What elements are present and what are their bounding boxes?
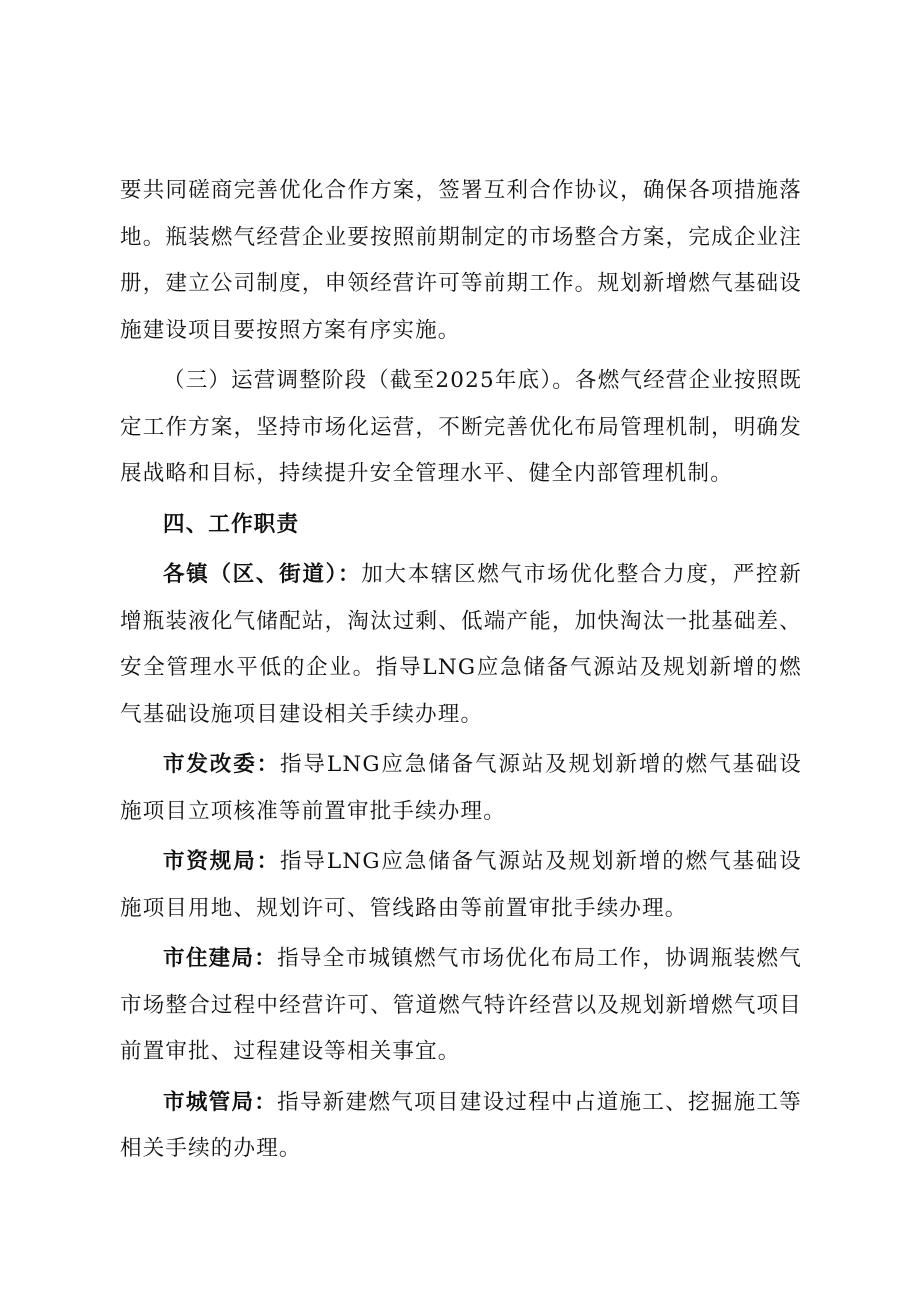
duty-text-development-commission: 指导LNG应急储备气源站及规划新增的燃气基础设施项目立项核准等前置审批手续办理。 — [120, 752, 802, 824]
paragraph-operation-stage: （三）运营调整阶段（截至2025年底）。各燃气经营企业按照既定工作方案，坚持市场化运营，不断完善优化布局管理机制，明确发展战略和目标，持续提升安全管理水平、健全内部管理机制。 — [120, 368, 802, 486]
duty-lead-development-commission: 市发改委： — [163, 752, 281, 777]
duty-natural-resources-bureau — [120, 839, 802, 932]
duty-text-urban-management-bureau: 指导新建燃气项目建设过程中占道施工、挖掘施工等相关手续的办理。 — [120, 1089, 802, 1161]
duty-text-natural-resources-bureau: 指导LNG应急储备气源站及规划新增的燃气基础设施项目用地、规划许可、管线路由等前置审批手续办理。 — [120, 849, 802, 921]
duty-lead-urban-management-bureau: 市城管局： — [163, 1089, 278, 1115]
duty-development-commission — [120, 742, 802, 835]
duty-text-towns: 加大本辖区燃气市场优化整合力度，严控新增瓶装液化气储配站，淘汰过剩、低端产能，加快淘汰一批基础差、安全管理水平低的企业。指导LNG应急储备气源站及规划新增的燃气基础设施项目建设相关手续办理。 — [120, 562, 802, 727]
paragraph-continuation: 要共同磋商完善优化合作方案，签署互利合作协议，确保各项措施落地。瓶装燃气经营企业要按照前期制定的市场整合方案，完成企业注册，建立公司制度，申领经营许可等前期工作。规划新增燃气基础设施建设项目要按照方案有序实施。 — [120, 178, 802, 343]
duty-towns — [120, 552, 802, 738]
section-heading: 四、工作职责 — [163, 511, 300, 537]
document-page — [120, 168, 802, 1173]
duty-lead-housing-bureau: 市住建局： — [163, 946, 278, 971]
duty-lead-towns: 各镇（区、街道）： — [163, 562, 362, 587]
duty-text-housing-bureau: 指导全市城镇燃气市场优化布局工作，协调瓶装燃气市场整合过程中经营许可、管道燃气特许经营以及规划新增燃气项目前置审批、过程建设等相关事宜。 — [120, 946, 802, 1064]
duty-housing-bureau — [120, 936, 802, 1076]
duty-urban-management-bureau — [120, 1080, 802, 1173]
duty-lead-natural-resources-bureau: 市资规局： — [163, 849, 281, 874]
